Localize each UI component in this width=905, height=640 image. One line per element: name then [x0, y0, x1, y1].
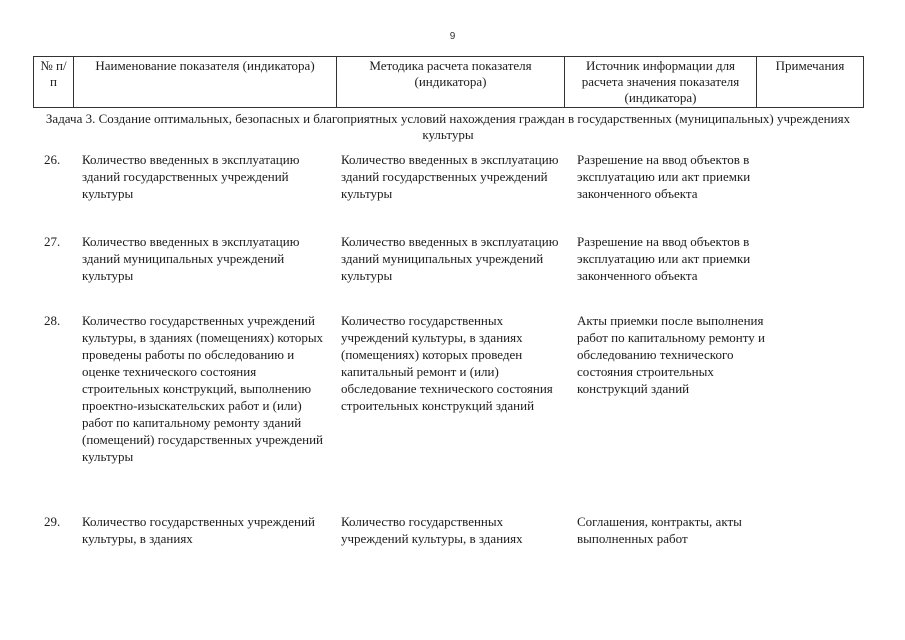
information-source: Разрешение на ввод объектов в эксплуатацию или акт приемки законченного объекта [577, 152, 751, 201]
row-number: 27. [44, 234, 61, 249]
calculation-method: Количество государственных учреждений культуры, в зданиях (помещениях) которых проведен капитальный ремонт и (или) обследование технического состояния строительных конструкций зданий [341, 313, 553, 413]
row-number: 28. [44, 313, 61, 328]
indicator-name: Количество введенных в эксплуатацию зданий государственных учреждений культуры [82, 152, 300, 201]
calculation-method: Количество введенных в эксплуатацию зданий государственных учреждений культуры [341, 152, 559, 201]
indicator-name: Количество введенных в эксплуатацию зданий муниципальных учреждений культуры [82, 234, 300, 283]
information-source: Акты приемки после выполнения работ по капитальному ремонту и обследованию технического состояния строительных конструкций зданий [577, 313, 765, 396]
header-cell-notes: Примечания [757, 57, 864, 108]
row-number: 26. [44, 152, 61, 167]
table-header [33, 56, 864, 108]
row-number: 29. [44, 514, 61, 529]
header-cell-source: Источник информации для расчета значения показателя (индикатора) [565, 57, 757, 108]
page-number: 9 [449, 31, 456, 42]
indicator-name: Количество государственных учреждений культуры, в зданиях (помещениях) которых проведены работы по обследованию и оценке технического состояния строительных конструкций, выполнению проектно-изыскательских работ и (или) работ по капитальному ремонту зданий (помещений) государственных учреждений культуры [82, 313, 324, 464]
header-cell-method: Методика расчета показателя (индикатора) [337, 57, 565, 108]
header-cell-number: № п/п [34, 57, 74, 108]
calculation-method: Количество введенных в эксплуатацию зданий муниципальных учреждений культуры [341, 234, 559, 283]
information-source: Соглашения, контракты, акты выполненных работ [577, 514, 742, 546]
calculation-method: Количество государственных учреждений культуры, в зданиях [341, 514, 523, 546]
indicator-name: Количество государственных учреждений культуры, в зданиях [82, 514, 315, 546]
task-caption: Задача 3. Создание оптимальных, безопасных и благоприятных условий нахождения граждан в государственных (муниципальных) учреждениях культуры [45, 111, 851, 142]
information-source: Разрешение на ввод объектов в эксплуатацию или акт приемки законченного объекта [577, 234, 751, 283]
header-cell-indicator-name: Наименование показателя (индикатора) [74, 57, 337, 108]
